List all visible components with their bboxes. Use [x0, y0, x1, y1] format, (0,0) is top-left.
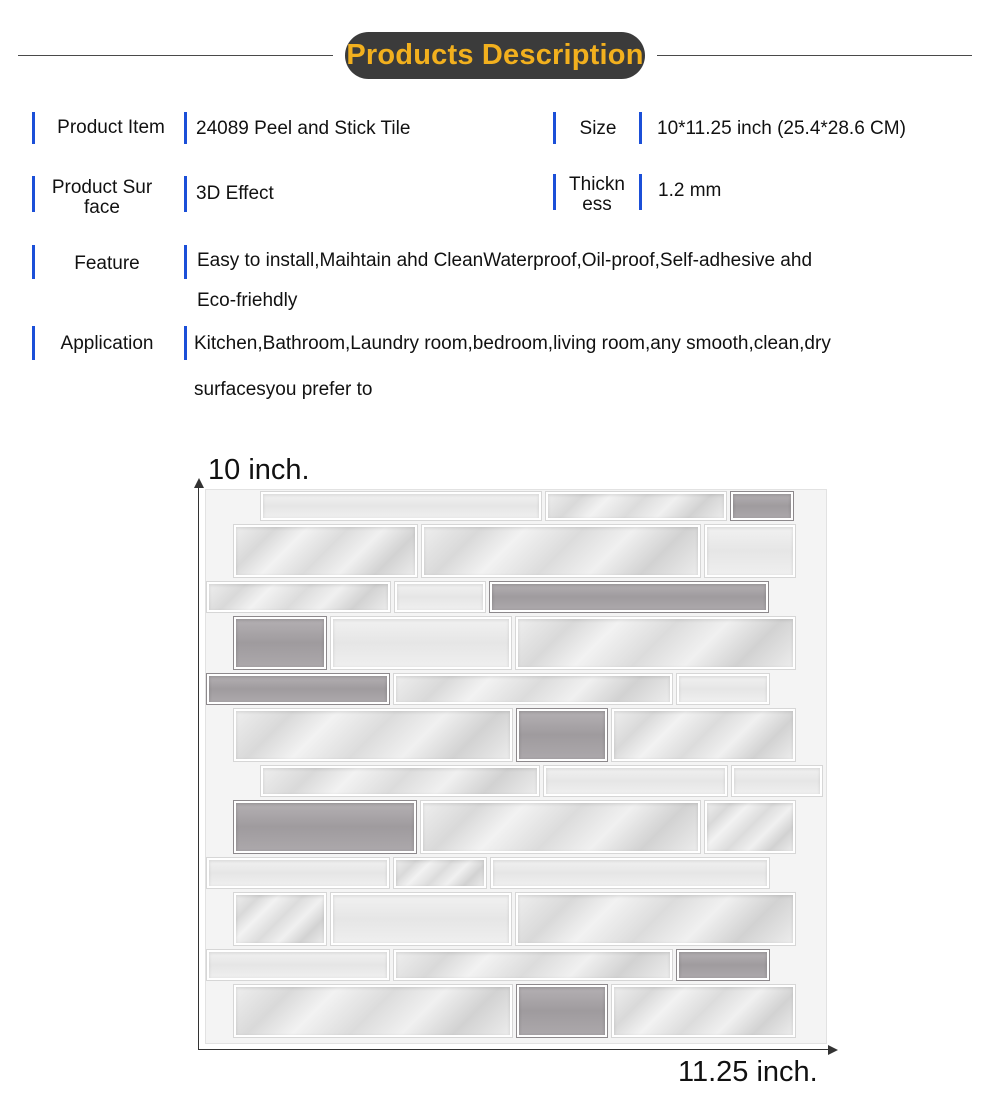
label-thickness: [560, 175, 634, 215]
label-product-surface-line1: Product Sur: [51, 177, 153, 198]
header-divider-left: [18, 55, 333, 56]
value-feature: [197, 241, 977, 321]
row-marker: [32, 245, 35, 279]
column-divider: [184, 245, 187, 279]
tile: [546, 492, 726, 520]
label-product-item: Product Item: [57, 117, 165, 138]
header-divider-right: [657, 55, 972, 56]
tile: [677, 674, 769, 704]
tile: [421, 801, 700, 853]
label-product-surface-line2: face: [84, 197, 120, 218]
tile: [516, 893, 795, 945]
row-marker: [553, 174, 556, 210]
tile: [261, 492, 541, 520]
column-divider: [639, 174, 642, 210]
tile: [705, 801, 795, 853]
tile: [234, 985, 512, 1037]
row-marker: [32, 176, 35, 212]
tile: [677, 950, 769, 980]
row-marker: [32, 326, 35, 360]
tile: [517, 985, 607, 1037]
column-divider: [184, 112, 187, 144]
value-feature-line2: Eco-friehdly: [197, 290, 298, 311]
tile: [207, 674, 389, 704]
tile: [207, 950, 389, 980]
tile: [234, 893, 326, 945]
label-thickness-line1: Thickn: [569, 174, 625, 195]
value-feature-line1: Easy to install,Maihtain ahd CleanWaterproof,Oil-proof,Self-adhesive ahd: [197, 250, 813, 271]
tile: [207, 582, 390, 612]
tile: [516, 617, 795, 669]
tile: [422, 525, 700, 577]
value-application-line1: Kitchen,Bathroom,Laundry room,bedroom,living room,any smooth,clean,dry: [194, 333, 831, 354]
value-application: [194, 321, 984, 413]
tile: [612, 709, 795, 761]
column-divider: [184, 176, 187, 212]
value-thickness: 1.2 mm: [658, 180, 722, 201]
row-marker: [553, 112, 556, 144]
column-divider: [639, 112, 642, 144]
tile: [395, 582, 485, 612]
row-marker: [32, 112, 35, 144]
tile: [234, 801, 416, 853]
value-size: 10*11.25 inch (25.4*28.6 CM): [657, 118, 906, 139]
value-product-surface: 3D Effect: [196, 183, 274, 204]
arrow-up-icon: [194, 478, 204, 488]
label-size: Size: [579, 118, 617, 139]
tile: [331, 893, 511, 945]
tile: [207, 858, 389, 888]
tile: [491, 858, 769, 888]
tile: [612, 985, 795, 1037]
tile: [234, 709, 512, 761]
arrow-right-icon: [828, 1045, 838, 1055]
height-axis: [198, 486, 199, 1050]
section-title-text: Products Description: [346, 39, 644, 71]
value-product-item: 24089 Peel and Stick Tile: [196, 118, 411, 139]
tile: [234, 525, 417, 577]
tile: [517, 709, 607, 761]
label-thickness-line2: ess: [582, 194, 612, 215]
tile: [732, 766, 822, 796]
height-dimension-label: 10 inch.: [208, 454, 310, 486]
width-axis: [198, 1049, 830, 1050]
tile: [394, 858, 486, 888]
column-divider: [184, 326, 187, 360]
tile: [394, 674, 672, 704]
label-application: Application: [60, 333, 154, 354]
tile: [490, 582, 768, 612]
tile: [331, 617, 511, 669]
section-title: [345, 32, 645, 79]
tile: [705, 525, 795, 577]
value-application-line2: surfacesyou prefer to: [194, 379, 373, 400]
width-dimension-label: 11.25 inch.: [678, 1056, 818, 1088]
label-feature: Feature: [74, 253, 140, 274]
tile: [731, 492, 793, 520]
tile: [394, 950, 672, 980]
tile: [234, 617, 326, 669]
tile: [544, 766, 727, 796]
tile: [261, 766, 539, 796]
tile-sheet-image: [205, 489, 827, 1044]
label-product-surface: [44, 178, 160, 218]
